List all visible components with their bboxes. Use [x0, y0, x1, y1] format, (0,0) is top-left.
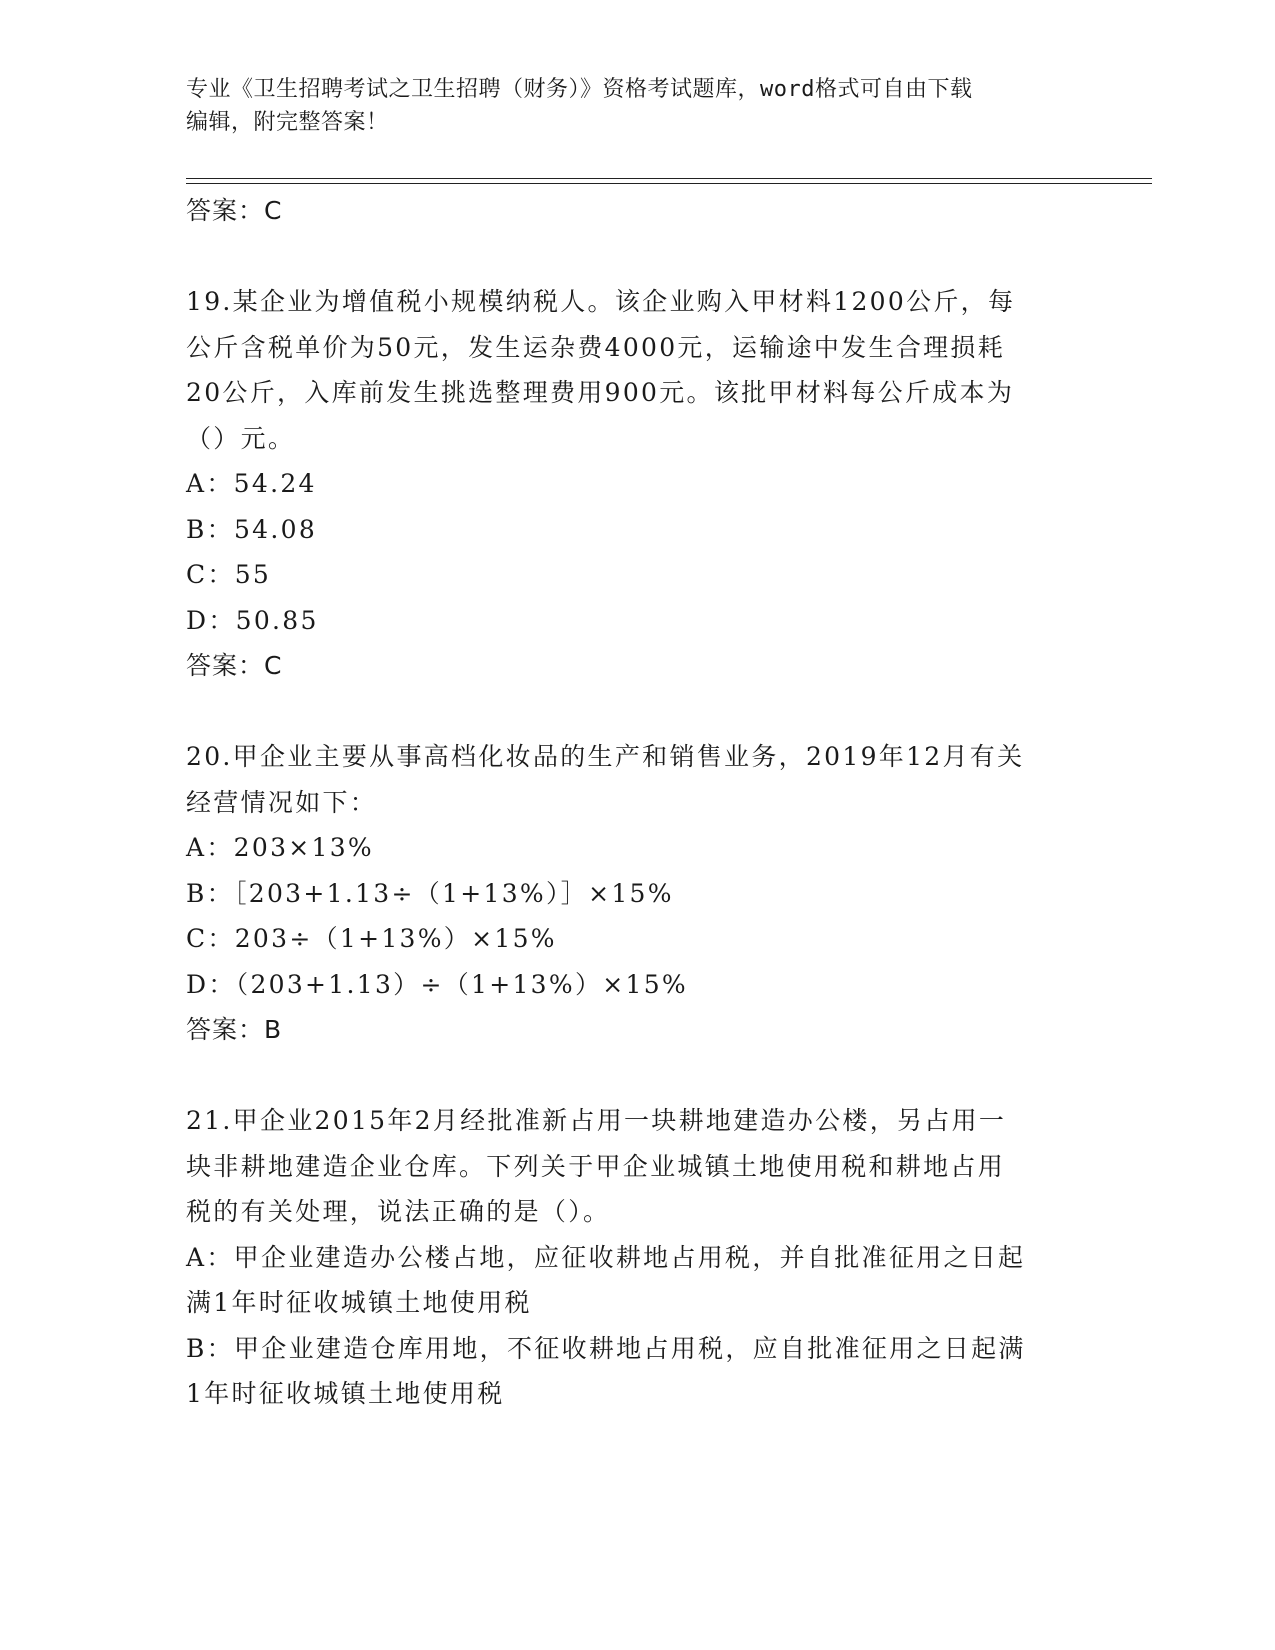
- spacer: [186, 1053, 1086, 1099]
- option-d: D：50.85: [186, 605, 319, 635]
- question-stem-line: 19.某企业为增值税小规模纳税人。该企业购入甲材料1200公斤，每: [186, 287, 1016, 316]
- option-b: B：甲企业建造仓库用地，不征收耕地占用税，应自批准征用之日起满: [186, 1333, 1026, 1363]
- option-c: C：203÷（1+13%）×15%: [186, 924, 557, 953]
- answer: 答案：B: [186, 1015, 283, 1044]
- option-c: C：55: [186, 560, 272, 589]
- question-stem-line: （）元。: [186, 423, 296, 453]
- option-b: B：［203+1.13÷（1+13%）］×15%: [186, 878, 674, 908]
- question-stem-line: 21.甲企业2015年2月经批准新占用一块耕地建造办公楼，另占用一: [186, 1106, 1007, 1135]
- question-body: [186, 188, 1086, 1417]
- spacer: [186, 689, 1086, 735]
- header-line-2: 编辑，附完整答案！: [186, 110, 389, 135]
- option-a: A：54.24: [186, 469, 317, 498]
- previous-answer: 答案：C: [186, 196, 283, 225]
- header-line-1: 专业《卫生招聘考试之卫生招聘（财务）》资格考试题库，word格式可自由下载: [186, 77, 973, 102]
- option-a: A：甲企业建造办公楼占地，应征收耕地占用税，并自批准征用之日起: [186, 1242, 1026, 1272]
- spacer: [186, 234, 1086, 280]
- option-a: A：203×13%: [186, 833, 374, 862]
- option-b-continued: 1年时征收城镇土地使用税: [186, 1379, 505, 1408]
- question-stem-line: 20公斤，入库前发生挑选整理费用900元。该批甲材料每公斤成本为: [186, 378, 1015, 407]
- question-stem-line: 块非耕地建造企业仓库。下列关于甲企业城镇土地使用税和耕地占用: [186, 1151, 1006, 1181]
- question-stem-line: 经营情况如下：: [186, 787, 378, 817]
- question-stem-line: 税的有关处理，说法正确的是（）。: [186, 1197, 611, 1226]
- header-divider-bottom: [186, 183, 1152, 184]
- option-b: B：54.08: [186, 514, 318, 544]
- header-divider-top: [186, 178, 1152, 179]
- question-21: [186, 1098, 1086, 1417]
- question-stem-line: 公斤含税单价为50元，发生运杂费4000元，运输途中发生合理损耗: [186, 332, 1006, 362]
- option-d: D：（203+1.13）÷（1+13%）×15%: [186, 969, 688, 999]
- page-header: [186, 73, 1086, 139]
- question-stem-line: 20.甲企业主要从事高档化妆品的生产和销售业务，2019年12月有关: [186, 742, 1025, 771]
- question-19: [186, 279, 1086, 689]
- question-20: [186, 734, 1086, 1053]
- option-a-continued: 满1年时征收城镇土地使用税: [186, 1288, 532, 1317]
- answer: 答案：C: [186, 651, 283, 680]
